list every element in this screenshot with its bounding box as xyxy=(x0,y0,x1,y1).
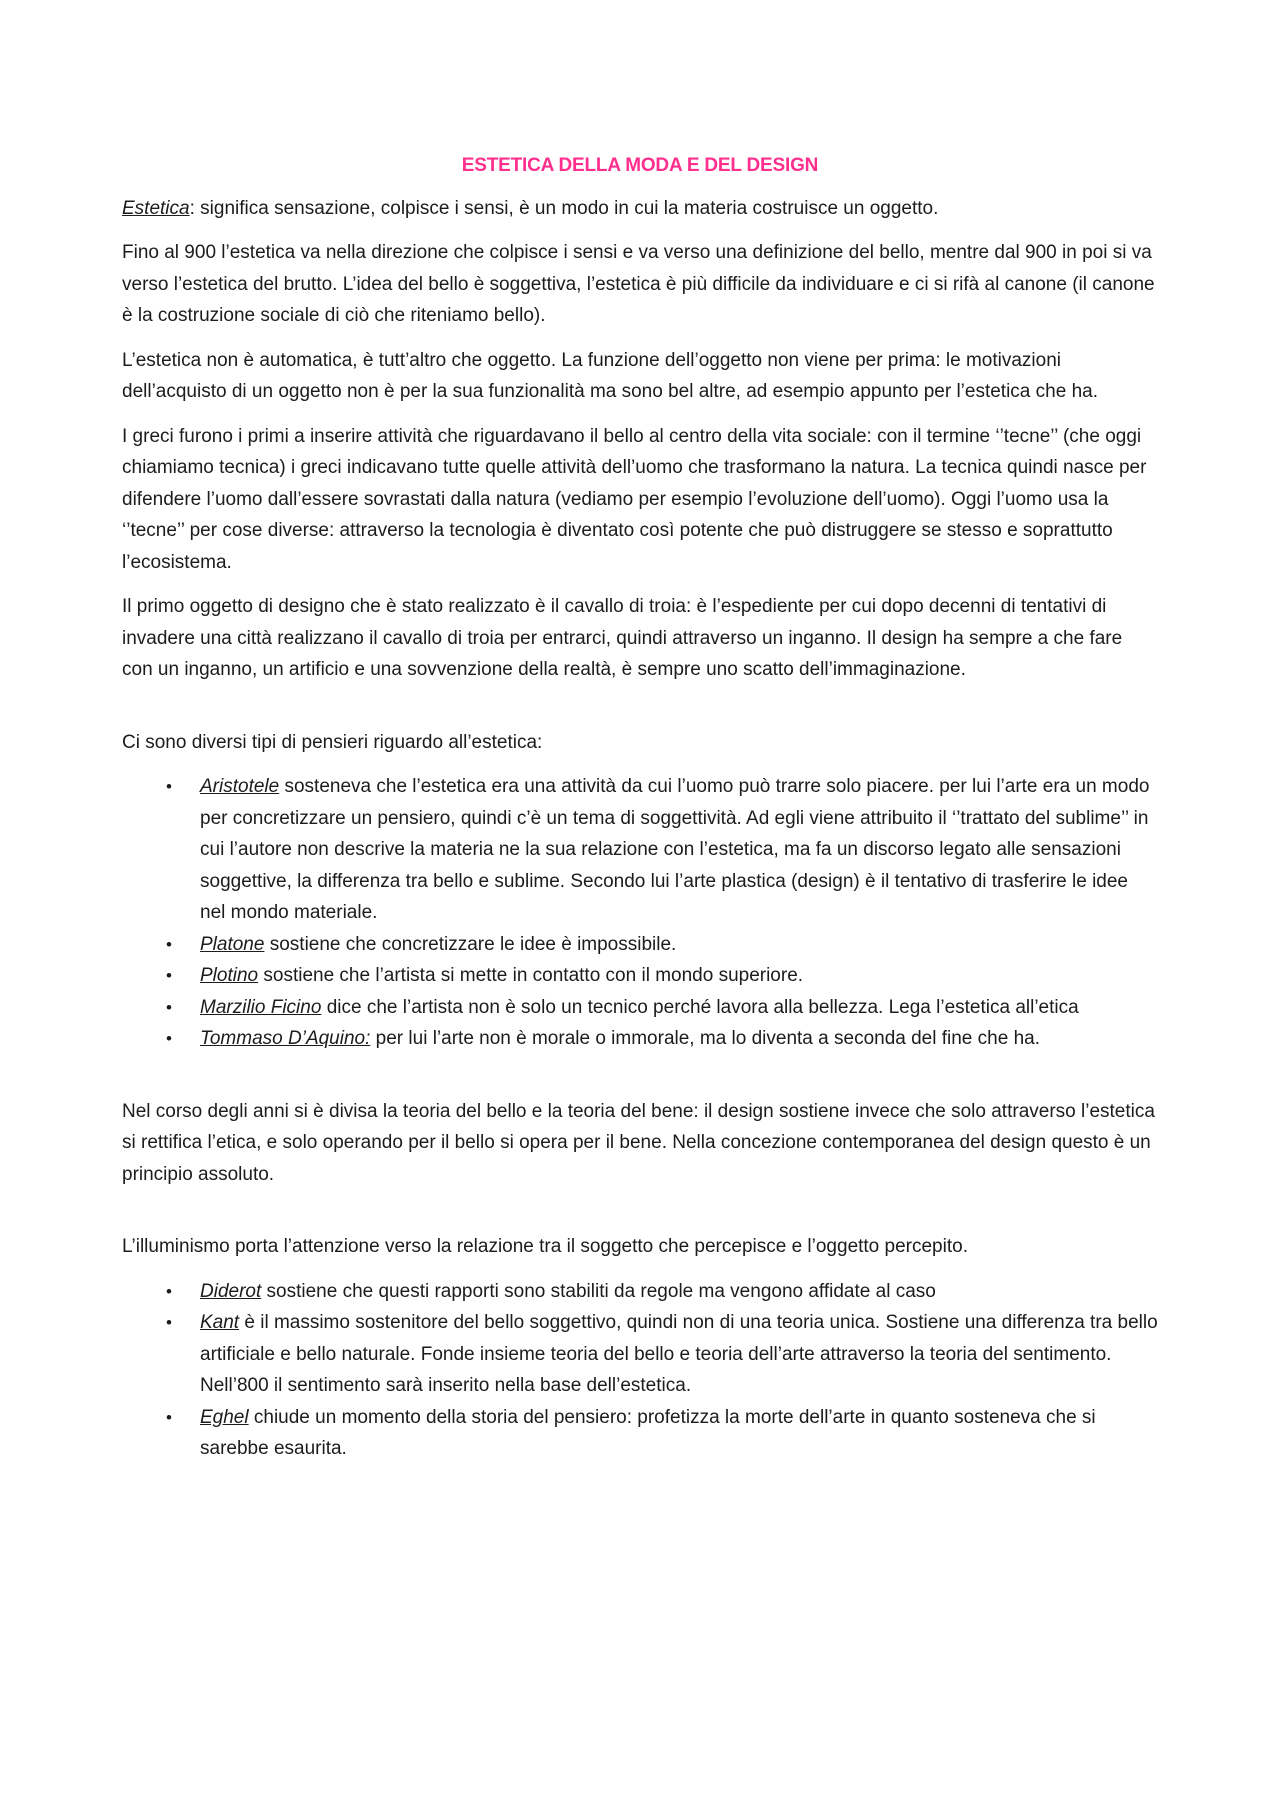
bullet-icon: • xyxy=(166,1281,172,1301)
list-item xyxy=(166,929,1158,961)
bullet-icon: • xyxy=(166,934,172,954)
list-item xyxy=(166,1307,1158,1402)
list-text: dice che l’artista non è solo un tecnico perché lavora alla bellezza. Lega l’estetica all’etica xyxy=(321,996,1079,1018)
list-term: Marzilio Ficino xyxy=(200,996,322,1018)
list-term: Tommaso D’Aquino: xyxy=(200,1028,371,1049)
list-text: sostiene che l’artista si mette in contatto con il mondo superiore. xyxy=(258,965,804,986)
list-item xyxy=(166,1402,1158,1465)
paragraph-illuminismo: L’illuminismo porta l’attenzione verso la relazione tra il soggetto che percepisce e l’oggetto percepito. xyxy=(122,1236,968,1257)
paragraph-estetica-definition xyxy=(122,193,1158,225)
paragraph-pensieri-intro: Ci sono diversi tipi di pensieri riguardo all’estetica: xyxy=(122,731,543,753)
bullet-icon: • xyxy=(166,1407,172,1427)
list-text: sosteneva che l’estetica era una attività da cui l’uomo può trarre solo piacere. per lui l’arte era un modo per concretizzare un pensiero, quindi c’è un tema di soggettività. Ad egli viene attribuito il ‘’trattato del sublime’’ in cui l’autore non descrive la materia ne la sua relazione con l’estetica, ma fa un discorso legato alle sensazioni soggettive, la differenza tra bello e sublime. Secondo lui l’arte plastica (design) è il tentativo di trasferire le idee nel mondo materiale. xyxy=(200,776,1150,923)
bullet-icon: • xyxy=(166,966,172,985)
list-item xyxy=(166,960,1158,992)
list-term: Platone xyxy=(200,933,265,955)
list-item xyxy=(166,771,1158,929)
list-text: sostiene che concretizzare le idee è impossibile. xyxy=(264,933,677,955)
list-text: per lui l’arte non è morale o immorale, ma lo diventa a seconda del fine che ha. xyxy=(370,1028,1040,1049)
document-title: ESTETICA DELLA MODA E DEL DESIGN xyxy=(461,155,819,176)
list-term: Plotino xyxy=(200,965,259,986)
bullet-icon: • xyxy=(166,1313,172,1332)
philosophers-list xyxy=(122,771,1158,1055)
list-term: Diderot xyxy=(200,1280,262,1302)
list-text: è il massimo sostenitore del bello soggettivo, quindi non di una teoria unica. Sostiene una differenza tra bello artificiale e bello naturale. Fonde insieme teoria del bello e teoria dell’arte attraverso la teoria del sentimento. Nell’800 il sentimento sarà inserito nella base dell’estetica. xyxy=(200,1312,1158,1396)
spacer xyxy=(122,1203,1158,1231)
list-text: sostiene che questi rapporti sono stabiliti da regole ma vengono affidate al caso xyxy=(261,1280,936,1302)
list-item xyxy=(166,1023,1158,1055)
list-term: Kant xyxy=(200,1312,240,1333)
list-item xyxy=(166,992,1158,1024)
bullet-icon: • xyxy=(166,1029,172,1048)
paragraph-text: : significa sensazione, colpisce i sensi, è un modo in cui la materia costruisce un oggetto. xyxy=(189,197,939,219)
bullet-icon: • xyxy=(166,997,172,1017)
term-estetica: Estetica xyxy=(122,197,190,219)
spacer xyxy=(122,699,1158,727)
paragraph-greci-tecne: I greci furono i primi a inserire attività che riguardavano il bello al centro della vita sociale: con il termine ‘’tecne’’ (che oggi chiamiamo tecnica) i greci indicavano tutte quelle attività dell’uomo che trasformano la natura. La tecnica quindi nasce per difendere l’uomo dall’essere sovrastati dalla natura (vediamo per esempio l’evoluzione dell’uomo). Oggi l’uomo usa la ‘’tecne’’ per cose diverse: attraverso la tecnologia è diventato così potente che può distruggere se stesso e soprattutto l’ecosistema. xyxy=(122,425,1147,573)
paragraph-bello-bene: Nel corso degli anni si è divisa la teoria del bello e la teoria del bene: il design sostiene invece che solo attraverso l’estetica si rettifica l’etica, e solo operando per il bello si opera per il bene. Nella concezione contemporanea del design questo è un principio assoluto. xyxy=(122,1100,1155,1185)
paragraph-900: Fino al 900 l’estetica va nella direzione che colpisce i sensi e va verso una definizione del bello, mentre dal 900 in poi si va verso l’estetica del brutto. L’idea del bello è soggettiva, l’estetica è più difficile da individuare e ci si rifà al canone (il canone è la costruzione sociale di ciò che riteniamo bello). xyxy=(122,242,1155,326)
bullet-icon: • xyxy=(166,777,172,796)
list-term: Aristotele xyxy=(200,776,280,797)
spacer xyxy=(122,1068,1158,1096)
paragraph-estetica-automatica: L’estetica non è automatica, è tutt’altro che oggetto. La funzione dell’oggetto non viene per prima: le motivazioni dell’acquisto di un oggetto non è per la sua funzionalità ma sono bel altre, ad esempio appunto per l’estetica che ha. xyxy=(122,349,1098,402)
illuminismo-list xyxy=(122,1276,1158,1465)
paragraph-cavallo-di-troia: Il primo oggetto di designo che è stato realizzato è il cavallo di troia: è l’espediente per cui dopo decenni di tentativi di invadere una città realizzano il cavallo di troia per entrarci, quindi attraverso un inganno. Il design ha sempre a che fare con un inganno, un artificio e una sovvenzione della realtà, è sempre uno scatto dell’immaginazione. xyxy=(122,596,1123,680)
list-text: chiude un momento della storia del pensiero: profetizza la morte dell’arte in quanto sosteneva che si sarebbe esaurita. xyxy=(200,1406,1096,1459)
list-item xyxy=(166,1276,1158,1308)
list-term: Eghel xyxy=(200,1406,249,1428)
